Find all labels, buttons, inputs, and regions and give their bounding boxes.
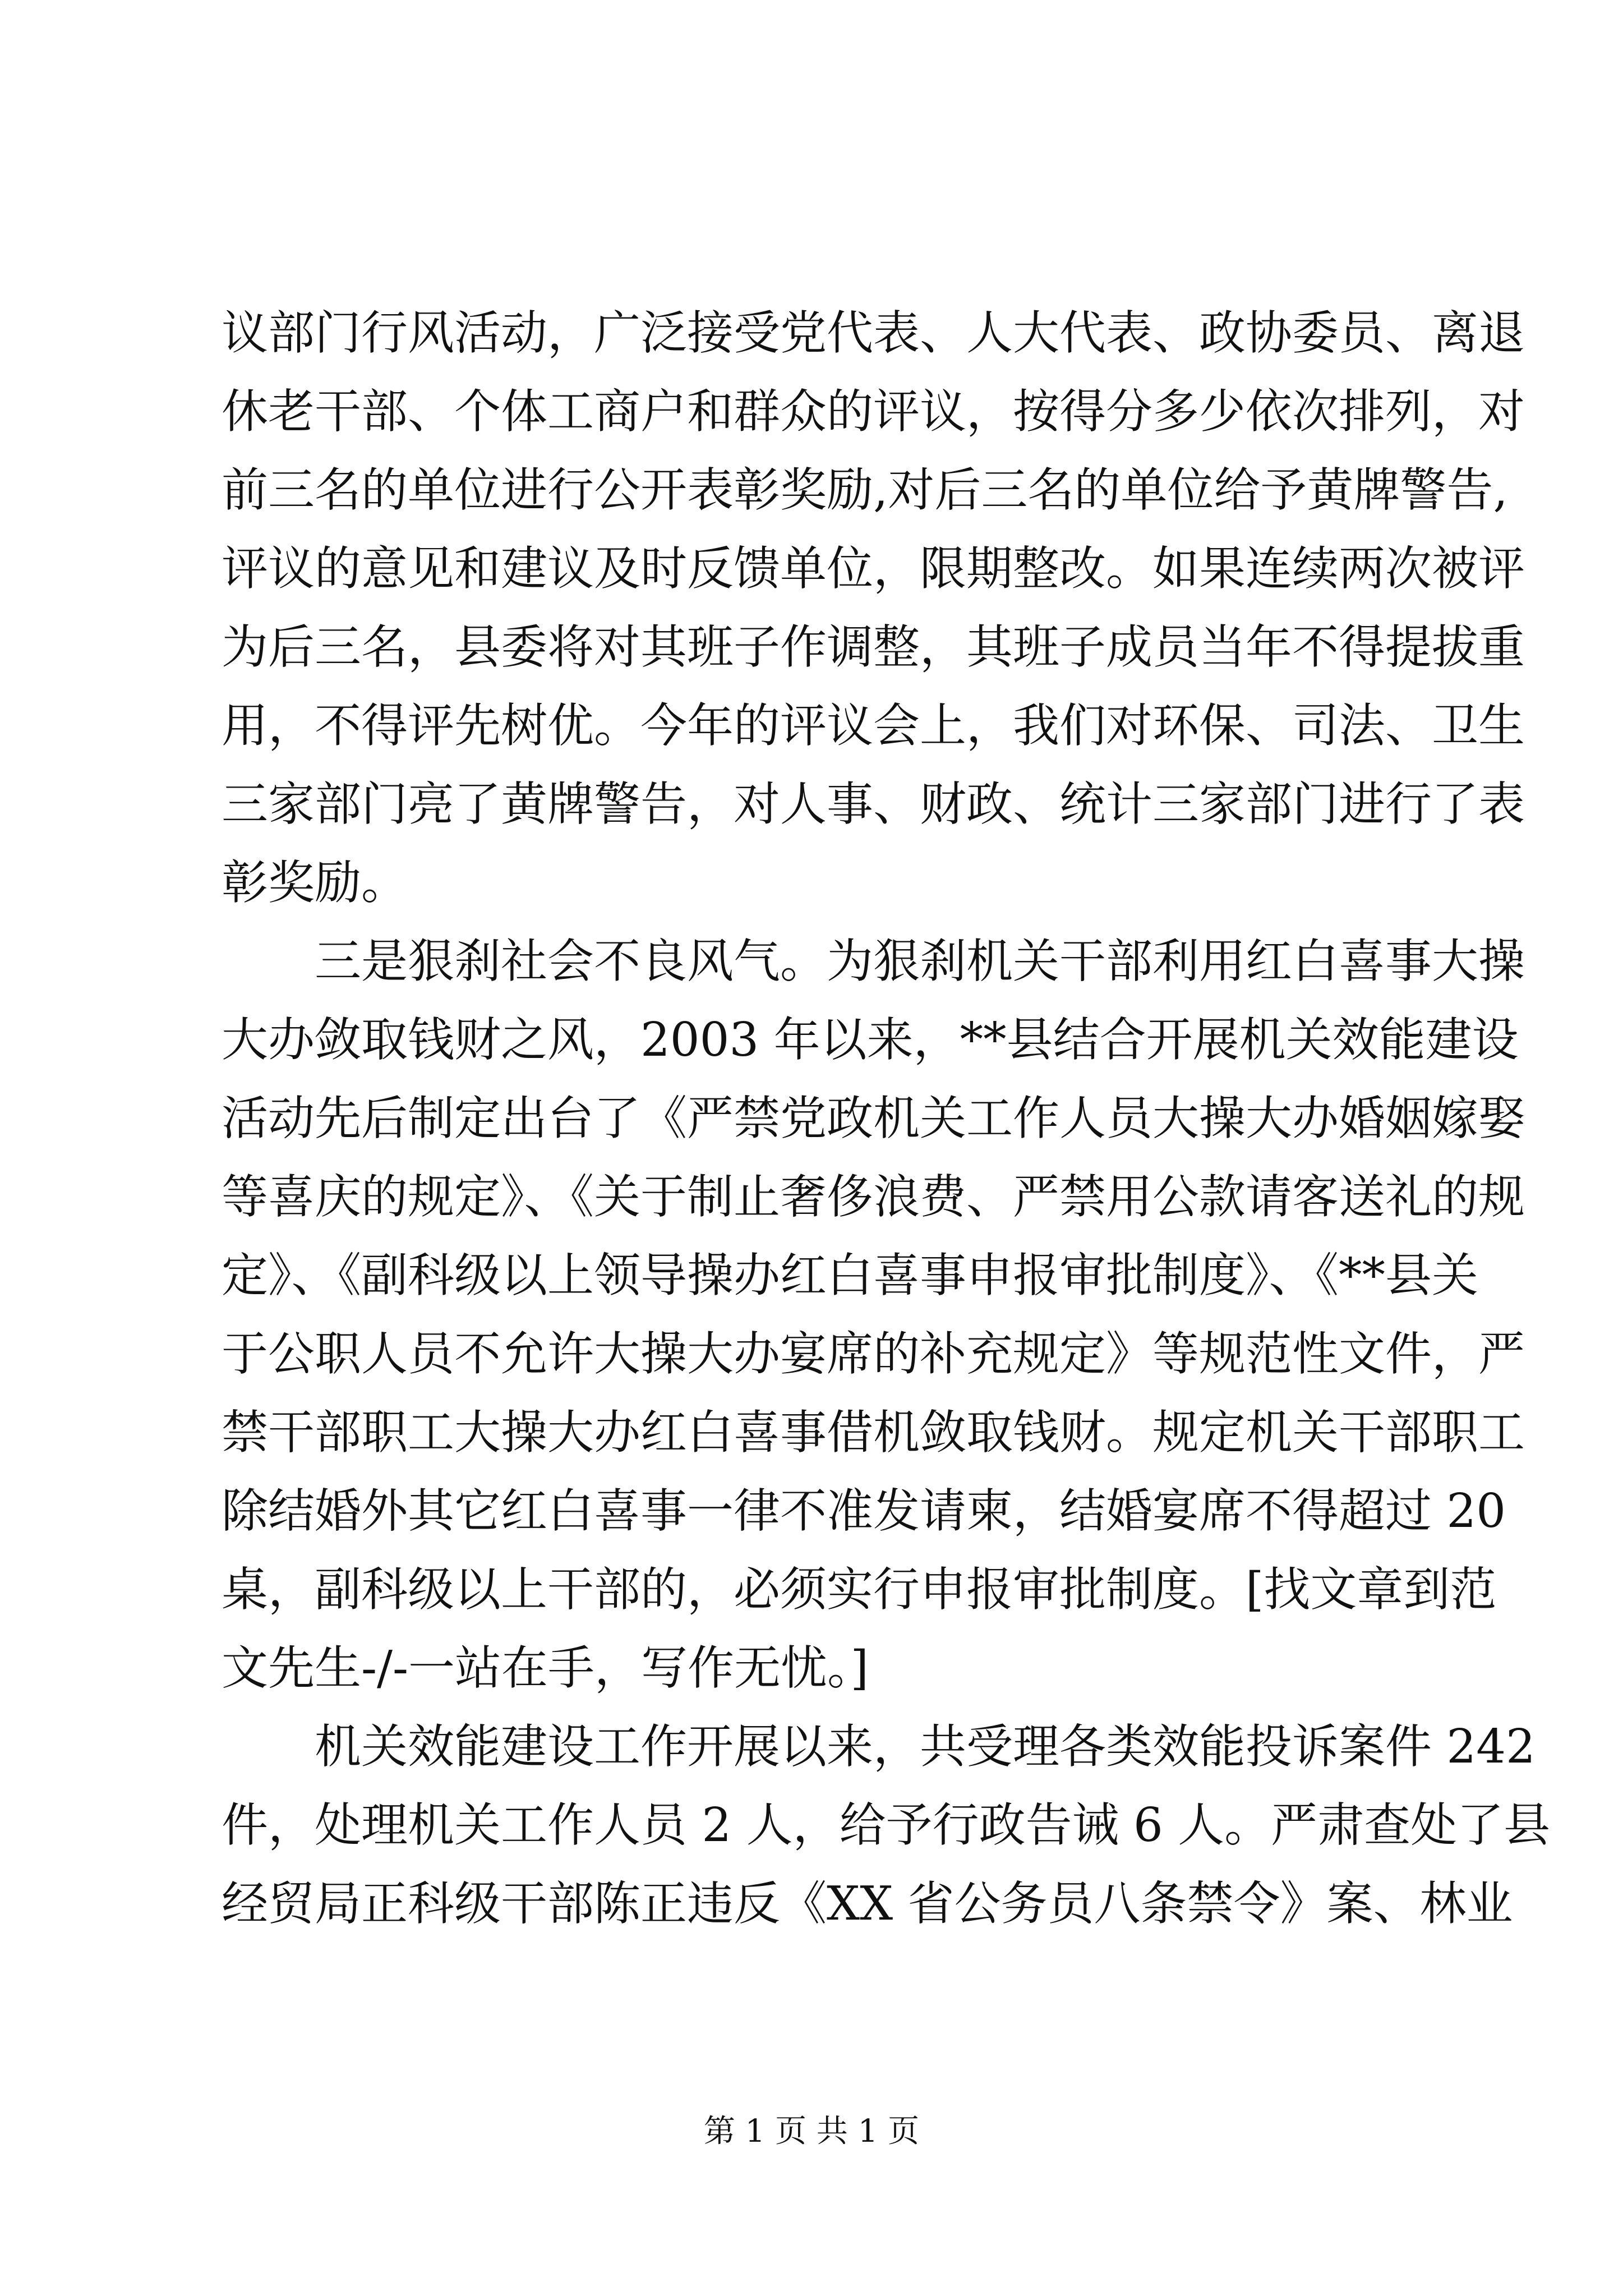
text-line: 为后三名，县委将对其班子作调整，其班子成员当年不得提拔重 <box>222 620 1525 674</box>
text-line: 彰奖励。 <box>222 855 408 910</box>
paragraph-first-line: 机关效能建设工作开展以来，共受理各类效能投诉案件 242 <box>315 1719 1536 1774</box>
paragraph-first-line: 三是狠刹社会不良风气。为狠刹机关干部利用红白喜事大操 <box>315 934 1525 988</box>
text-line: 休老干部、个体工商户和群众的评议，按得分多少依次排列，对 <box>222 384 1525 439</box>
text-line: 于公职人员不允许大操大办宴席的补充规定》等规范性文件，严 <box>222 1327 1525 1381</box>
text-line: 等喜庆的规定》、《关于制止奢侈浪费、严禁用公款请客送礼的规 <box>222 1170 1525 1224</box>
body-text <box>222 294 1551 1943</box>
text-line: 文先生-/-一站在手，写作无忧。] <box>222 1641 869 1695</box>
text-line: 经贸局正科级干部陈正违反《XX 省公务员八条禁令》案、林业 <box>222 1876 1513 1931</box>
text-line: 除结婚外其它红白喜事一律不准发请柬，结婚宴席不得超过 20 <box>222 1484 1506 1538</box>
text-line: 桌，副科级以上干部的，必须实行申报审批制度。[找文章到范 <box>222 1562 1497 1617</box>
text-line: 用，不得评先树优。今年的评议会上，我们对环保、司法、卫生 <box>222 698 1525 753</box>
page-footer: 第 1 页 共 1 页 <box>703 2113 920 2150</box>
text-line: 活动先后制定出台了《严禁党政机关工作人员大操大办婚姻嫁娶 <box>222 1091 1525 1145</box>
text-line: 定》、《副科级以上领导操办红白喜事申报审批制度》、《**县关 <box>222 1248 1478 1303</box>
text-line: 议部门行风活动，广泛接受党代表、人大代表、政协委员、离退 <box>222 306 1525 360</box>
text-line: 件，处理机关工作人员 2 人，给予行政告诫 6 人。严肃查处了县 <box>222 1798 1551 1852</box>
text-line: 大办敛取钱财之风，2003 年以来，**县结合开展机关效能建设 <box>222 1013 1519 1067</box>
text-line: 禁干部职工大操大办红白喜事借机敛取钱财。规定机关干部职工 <box>222 1405 1525 1460</box>
text-line: 三家部门亮了黄牌警告，对人事、财政、统计三家部门进行了表 <box>222 777 1525 831</box>
text-line: 前三名的单位进行公开表彰奖励,对后三名的单位给予黄牌警告, <box>222 463 1508 517</box>
text-line: 评议的意见和建议及时反馈单位，限期整改。如果连续两次被评 <box>222 541 1525 596</box>
